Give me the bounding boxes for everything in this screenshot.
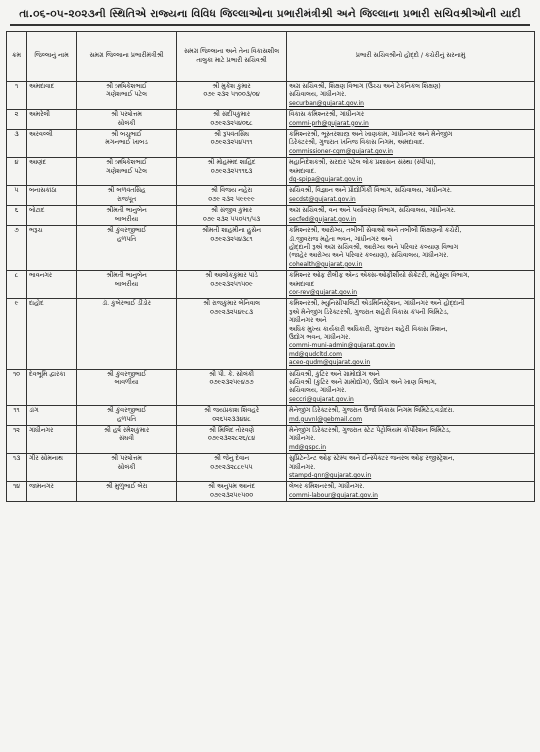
table-row xyxy=(7,226,535,271)
office-address-cell xyxy=(287,406,535,426)
secretary-phone: ૦૭૯૨૩૨૫૪૦૬૮ xyxy=(210,119,253,127)
minister-name-line: સંઘવી xyxy=(119,435,134,443)
office-address-cell xyxy=(287,226,535,271)
minister-name-line: શ્રીમતી ભાનુબેન xyxy=(106,272,147,280)
office-address-line: સચિવશ્રી, કુટિર અને ગ્રામોદ્યોગ અને xyxy=(289,370,380,378)
district-name-cell: ગાંધીનગર xyxy=(27,426,77,454)
table-row xyxy=(7,426,535,454)
serial-number-cell: ૨ xyxy=(7,110,27,130)
secretary-name: શ્રી વિજય નહેરા xyxy=(210,187,253,195)
minister-cell xyxy=(77,454,177,482)
secretary-name: શ્રી રૂપવંતસિંઘ xyxy=(213,131,250,139)
secretary-phone: ૦૭૯૨૩૨૫૯૫૦૦ xyxy=(209,491,254,499)
district-name-cell: દાહોદ xyxy=(27,299,77,369)
office-address-line: અગ્ર સચિવશ્રી, શિક્ષણ વિભાગ (ઉચ્ચ અને ટેકનિકલ શિક્ષણ) xyxy=(289,83,441,90)
district-name-cell: અરવલ્લી xyxy=(27,130,77,158)
minister-name-line: ગણેશભાઈ પટેલ xyxy=(106,167,147,175)
office-address-cell xyxy=(287,110,535,130)
office-address-line: હોદ્દાની રૂએ અગ્ર સચિવશ્રી, આરોગ્ય અને પરિવાર કલ્યાણ વિભાગ xyxy=(289,243,459,251)
email-link[interactable]: commi-labour@gujarat.gov.in xyxy=(289,491,378,499)
table-row xyxy=(7,482,535,502)
table-body xyxy=(7,82,535,502)
office-address-line: (જાહેર આરોગ્ય અને પરિવાર કલ્યાણ), સચિવાલય, ગાંધીનગર. xyxy=(289,252,449,260)
office-address-cell xyxy=(287,426,535,454)
secretary-cell xyxy=(177,299,287,369)
table-row xyxy=(7,206,535,226)
minister-cell xyxy=(77,426,177,454)
secretary-name: શ્રી પી. કે. સોલંકી xyxy=(209,370,254,378)
minister-name-line: શ્રી પરષોત્તમ xyxy=(111,111,142,119)
minister-cell xyxy=(77,82,177,110)
minister-name-line: શ્રી ઋષિકેશભાઈ xyxy=(106,83,147,90)
email-link[interactable]: commissioner-cgm@gujarat.gov.in xyxy=(289,147,393,155)
minister-cell xyxy=(77,130,177,158)
minister-name-line: બાવળીયા xyxy=(114,379,139,386)
serial-number-cell: ૯ xyxy=(7,299,27,369)
district-name-cell: ગીર સોમનાથ xyxy=(27,454,77,482)
table-row xyxy=(7,110,535,130)
secretary-cell xyxy=(177,482,287,502)
serial-number-cell: ૬ xyxy=(7,206,27,226)
secretary-cell xyxy=(177,206,287,226)
table-row xyxy=(7,186,535,206)
minister-cell xyxy=(77,110,177,130)
email-link[interactable]: stampd-gnr@gujarat.gov.in xyxy=(289,472,372,480)
minister-cell xyxy=(77,271,177,299)
table-row xyxy=(7,299,535,369)
office-address-cell xyxy=(287,206,535,226)
secretary-cell xyxy=(177,186,287,206)
minister-name-line: હળપતિ xyxy=(116,415,137,423)
email-link[interactable]: securban@gujarat.gov.in xyxy=(289,99,364,107)
minister-name-line: શ્રી મુળુભાઈ બેરા xyxy=(105,483,148,491)
district-name-cell: જામનગર xyxy=(27,482,77,502)
office-address-line: કમિશ્નરશ્રી, મ્યુનિસીપાલિટી એડમિનિસ્ટ્રેશન, ગાંધીનગર અને હોદ્દાની xyxy=(289,300,465,308)
office-address-line: કમિશ્નરશ્રી, ભૂસ્તરશાસ્ત્ર અને ખાણકામ, ગાંધીનગર અને મેનેજીંગ xyxy=(289,131,453,139)
district-name-cell: દેવભૂમિ દ્વારકા xyxy=(27,369,77,406)
office-address-line: સચિવશ્રી (કુટિર અને ગ્રામોદ્યોગ), ઉદ્યોગ અને ખાણ વિભાગ, xyxy=(289,379,437,386)
district-name-cell: બોટાદ xyxy=(27,206,77,226)
header-serial: ક્રમ xyxy=(7,32,27,82)
minister-name-line: શ્રી કુંવરજીભાઈ xyxy=(106,370,147,378)
office-address-line: મેનેજીંગ ડિરેક્ટરશ્રી, ગુજરાત ઉર્જા વિકાસ નિગમ લિમિટેડ,વડોદરા. xyxy=(289,407,455,415)
minister-cell xyxy=(77,186,177,206)
email-link[interactable]: dg-spipa@gujarat.gov.in xyxy=(289,176,363,184)
secretary-cell xyxy=(177,369,287,406)
office-address-line: અમદાવાદ xyxy=(289,280,315,288)
serial-number-cell: ૭ xyxy=(7,226,27,271)
minister-name-line: સોલંકી xyxy=(117,463,136,471)
minister-name-line: શ્રી ઋષિકેશભાઈ xyxy=(106,159,147,167)
minister-name-line: મગનભાઈ ખાબડ xyxy=(105,139,148,147)
email-link[interactable]: commi-muni-admin@gujarat.gov.in xyxy=(289,342,395,350)
office-address-cell xyxy=(287,130,535,158)
minister-name-line: સોલંકી xyxy=(117,119,136,127)
officials-table xyxy=(6,31,535,502)
table-row xyxy=(7,158,535,186)
table-row xyxy=(7,130,535,158)
table-header-row xyxy=(7,32,535,82)
minister-name-line: શ્રીમતી ભાનુબેન xyxy=(106,207,147,215)
district-name-cell: આણંદ xyxy=(27,158,77,186)
email-link[interactable]: commi-prh@gujarat.gov.in xyxy=(289,119,369,127)
serial-number-cell: ૧૧ xyxy=(7,406,27,426)
office-address-line: કમિશ્નર ઓફ રીલીફ એન્ડ એક્સ-ઓફીશીયો સેક્રેટરી, મહેસૂલ વિભાગ, xyxy=(289,272,470,280)
serial-number-cell: ૧૨ xyxy=(7,426,27,454)
secretary-name: શ્રી મુકેશ કુમાર xyxy=(212,83,251,90)
secretary-phone: ૦૭૯૨૩૨૨૮૨૬/૮૪ xyxy=(207,435,256,443)
email-link[interactable]: aceo-gudm@gujarat.gov.in xyxy=(289,359,371,367)
office-address-line: સચિવાલય, ગાંધીનગર. xyxy=(289,387,347,395)
office-address-line: અગ્ર સચિવશ્રી, વન અને પર્યાવરણ વિભાગ, સચિવાલય, ગાંધીનગર. xyxy=(289,207,456,215)
email-link[interactable]: md@gspc.in xyxy=(289,443,327,451)
minister-name-line: શ્રી પરષોત્તમ xyxy=(111,455,142,463)
table-row xyxy=(7,454,535,482)
minister-name-line: હળપતિ xyxy=(116,235,137,243)
district-name-cell: ડાંગ xyxy=(27,406,77,426)
office-address-line: રૂએ મેનેજીંગ ડિરેક્ટરશ્રી, ગુજરાત શહેરી વિકાસ કંપની લિમિટેડ, xyxy=(289,308,449,316)
secretary-cell xyxy=(177,406,287,426)
email-link[interactable]: secdst@gujarat.gov.in xyxy=(289,195,356,203)
minister-cell xyxy=(77,299,177,369)
secretary-name: શ્રી જયપ્રકાશ શિવહરે xyxy=(204,407,259,415)
office-address-line: અધિક મુખ્ય કાર્યકારી અધિકારી, ગુજરાત શહેરી વિકાસ મિશન, xyxy=(289,325,448,333)
secretary-name: શ્રી મોહમ્મદ શાહિદ xyxy=(207,159,256,167)
office-address-cell xyxy=(287,454,535,482)
secretary-name: શ્રી મિલિંદ તોરવણે xyxy=(209,427,254,435)
office-address-line: ગાંધીનગર અને xyxy=(289,317,327,325)
table-row xyxy=(7,369,535,406)
secretary-phone: ૦૭૯૨૩૨૫૯૪૭૭ xyxy=(209,379,254,386)
office-address-cell xyxy=(287,186,535,206)
secretary-phone: ૦૭૯૨૩૨૫૪૩૮૧ xyxy=(210,235,253,243)
secretary-phone: ૦૭૯૨૩૨૮૮૯૫૫ xyxy=(210,463,253,471)
district-name-cell: ભાવનગર xyxy=(27,271,77,299)
minister-name-line: શ્રી બળવંતસિંહ xyxy=(107,187,146,195)
office-address-cell xyxy=(287,482,535,502)
minister-cell xyxy=(77,482,177,502)
office-address-line: ઉદ્યોગ ભવન, ગાંધીનગર. xyxy=(289,333,351,341)
secretary-cell xyxy=(177,226,287,271)
minister-cell xyxy=(77,226,177,271)
secretary-phone: ૦૭૯ ૨૩૨ ૫૫૦૫૧/૫૩ xyxy=(202,215,261,223)
office-address-cell xyxy=(287,158,535,186)
header-office: પ્રભારી સચિવશ્રીનો હોદ્દો / કચેરીનું સરનામું xyxy=(287,32,535,82)
email-link[interactable]: cor-rev@gujarat.gov.in xyxy=(289,288,358,296)
office-address-line: ડિરેક્ટરશ્રી, ગુજરાત ખનિજ વિકાસ નિગમ, અમદાવાદ. xyxy=(289,139,425,147)
minister-name-line: શ્રી કુંવરજીભાઈ xyxy=(106,407,147,415)
minister-cell xyxy=(77,369,177,406)
office-address-line: મેનેજીંગ ડિરેક્ટરશ્રી, ગુજરાત સ્ટેટ પેટ્રોલિયમ કોર્પોરેશન લિમિટેડ, xyxy=(289,427,451,435)
minister-name-line: બાબરીયા xyxy=(114,280,139,288)
office-address-cell xyxy=(287,82,535,110)
minister-name-line: શ્રી બચુભાઈ xyxy=(111,131,142,139)
page-title: તા.૦૬-૦૫-૨૦૨૩ની સ્થિતિએ રાજ્યના વિવિધ જિલ્લાઓના પ્રભારીમંત્રીશ્રી અને જિલ્લાના પ્રભારી સચિવશ્રીઓની યાદી xyxy=(10,8,530,26)
serial-number-cell: ૧૪ xyxy=(7,482,27,502)
secretary-phone: ૦૨૬૫૨૩૩૪૪૮ xyxy=(212,415,251,423)
minister-name-line: ગણેશભાઈ પટેલ xyxy=(106,91,147,99)
district-name-cell: ભરૂચ xyxy=(27,226,77,271)
serial-number-cell: ૧૩ xyxy=(7,454,27,482)
table-row xyxy=(7,82,535,110)
email-link[interactable]: md@gudcltd.com xyxy=(289,350,342,358)
minister-name-line: શ્રી હર્ષ રમેશકુમાર xyxy=(103,427,150,435)
office-address-line: સુપ્રિટેન્ડેન્ટ ઓફ સ્ટેમ્પ અને ઈન્સ્પેક્ટર જનરલ ઓફ રજીસ્ટ્રેશન, xyxy=(289,455,455,463)
office-address-line: સચિવાલય, ગાંધીનગર. xyxy=(289,91,347,99)
district-name-cell: અમરેલી xyxy=(27,110,77,130)
minister-name-line: શ્રી કુંવરજીભાઈ xyxy=(106,227,147,235)
office-address-line: ગાંધીનગર. xyxy=(289,463,316,471)
district-name-cell: અમદાવાદ xyxy=(27,82,77,110)
secretary-phone: ૦૭૯ ૨૩૨ ૫૧૦૦૩/૦૪ xyxy=(203,91,260,99)
secretary-name: શ્રી જેનુ દેવાન xyxy=(213,455,250,463)
table-row xyxy=(7,406,535,426)
serial-number-cell: ૪ xyxy=(7,158,27,186)
minister-cell xyxy=(77,406,177,426)
serial-number-cell: ૩ xyxy=(7,130,27,158)
serial-number-cell: ૮ xyxy=(7,271,27,299)
secretary-cell xyxy=(177,454,287,482)
secretary-phone: ૦૭૯૨૩૨૫૪૫૧૧ xyxy=(210,139,253,147)
office-address-line: મહાનિર્દેશકશ્રી, સરદાર પટેલ લોક પ્રશાસન સંસ્થા (સ્પીપા), xyxy=(289,159,436,167)
secretary-phone: ૦૭૯૨૩૨૫૪૯૮૩ xyxy=(210,308,253,316)
secretary-phone: ૦૭૯ ૨૩૨ ૫૯૯૯૯ xyxy=(208,195,255,203)
office-address-line: સચિવશ્રી, વિજ્ઞાન અને પ્રૌદ્યોગિકી વિભાગ, સચિવાલય, ગાંધીનગર. xyxy=(289,187,452,195)
secretary-cell xyxy=(177,271,287,299)
table-row xyxy=(7,271,535,299)
district-name-cell: બનાસકાંઠા xyxy=(27,186,77,206)
secretary-phone: ૦૭૯૨૩૨૫૧૫૦૯ xyxy=(210,280,253,288)
office-address-line: ગાંધીનગર. xyxy=(289,435,316,443)
office-address-cell xyxy=(287,299,535,369)
secretary-name: શ્રી સંદીપકુમાર xyxy=(212,111,251,119)
email-link[interactable]: md.guvnl@gebmail.com xyxy=(289,415,363,423)
office-address-cell xyxy=(287,369,535,406)
secretary-cell xyxy=(177,426,287,454)
minister-name-line: બાબરીયા xyxy=(114,215,139,223)
secretary-cell xyxy=(177,130,287,158)
secretary-phone: ૦૭૯૨૩૨૫૧૧૬૩ xyxy=(210,167,253,175)
email-link[interactable]: seccri@gujarat.gov.in xyxy=(289,395,354,403)
office-address-line: વિકાસ કમિશ્નરશ્રી, ગાંધીનગર xyxy=(289,111,364,119)
office-address-line: લેબર કમિશનરશ્રી, ગાંધીનગર. xyxy=(289,483,365,491)
office-address-cell xyxy=(287,271,535,299)
secretary-cell xyxy=(177,158,287,186)
secretary-cell xyxy=(177,110,287,130)
serial-number-cell: ૫ xyxy=(7,186,27,206)
secretary-name: શ્રી અનુપમ આનંદ xyxy=(207,483,256,491)
secretary-name: શ્રી સંજીવ કુમાર xyxy=(210,207,253,215)
minister-name-line: ડૉ. કુબેરભાઈ ડીંડોર xyxy=(102,300,151,308)
header-minister: સમગ્ર જિલ્લાના પ્રભારીમંત્રીશ્રી xyxy=(77,32,177,82)
secretary-name: શ્રીમતી શાહમીના હુસેન xyxy=(202,227,261,235)
serial-number-cell: ૧૦ xyxy=(7,369,27,406)
minister-cell xyxy=(77,206,177,226)
minister-cell xyxy=(77,158,177,186)
secretary-name: શ્રી આલોકકુમાર પાંડે xyxy=(205,272,258,280)
email-link[interactable]: secfed@gujarat.gov.in xyxy=(289,215,357,223)
header-secretary: સમગ્ર જિલ્લાના અને તેના વિકાસશીલ તાલુકા માટે પ્રભારી સચિવશ્રી xyxy=(177,32,287,82)
serial-number-cell: ૧ xyxy=(7,82,27,110)
email-link[interactable]: cohealth@gujarat.gov.in xyxy=(289,260,363,268)
office-address-line: ડૉ.જીવરાજ મહેતા ભવન, ગાંધીનગર અને xyxy=(289,235,393,243)
office-address-line: કમિશ્નરશ્રી, આરોગ્ય, તબીબી સેવાઓ અને તબીબી શિક્ષણની કચેરી, xyxy=(289,227,462,235)
secretary-name: શ્રી રાજકુમાર બેનિવાલ xyxy=(203,300,260,308)
office-address-line: અમદાવાદ. xyxy=(289,167,317,175)
secretary-cell xyxy=(177,82,287,110)
header-district: જિલ્લાનું નામ xyxy=(27,32,77,82)
minister-name-line: રાજપૂત xyxy=(116,195,137,203)
